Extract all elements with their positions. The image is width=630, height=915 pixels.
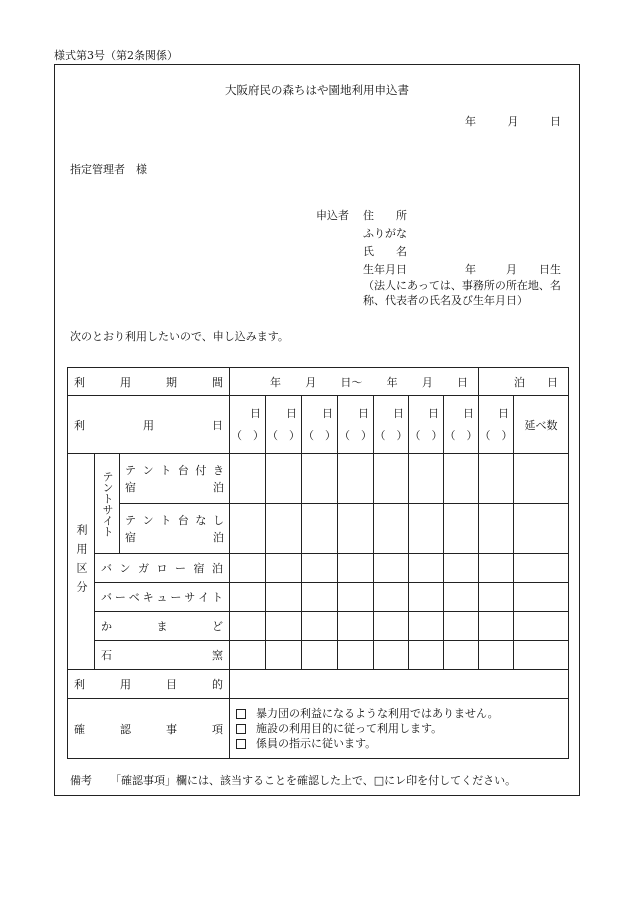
tent-without-stand-char: 台 — [177, 513, 189, 527]
count-cell[interactable] — [266, 554, 302, 583]
confirm-label — [68, 721, 229, 737]
kiln-label-cell — [95, 641, 230, 670]
kamado-char: ま — [156, 620, 168, 633]
weekday-slot: （ ） — [339, 428, 372, 442]
count-cell[interactable] — [230, 554, 266, 583]
bbq-char: キ — [142, 591, 154, 604]
bungalow-char: 泊 — [212, 562, 223, 575]
applicant-label: 申込者 — [316, 209, 349, 222]
purpose-input[interactable] — [230, 670, 569, 699]
tent-without-stand-char: 泊 — [213, 530, 224, 544]
period-value-unit: 年 — [386, 375, 398, 389]
confirm-item[interactable] — [236, 706, 562, 721]
bungalow-label-cell — [95, 554, 230, 583]
confirm-item[interactable] — [236, 721, 562, 736]
tent-with-stand-char: き — [212, 463, 224, 477]
confirm-row — [68, 699, 569, 759]
bungalow-char: ロ — [156, 562, 168, 575]
count-cell[interactable] — [409, 612, 444, 641]
bbq-char: ー — [170, 591, 182, 604]
day-unit: 日 — [498, 406, 510, 420]
usage-table — [67, 367, 569, 759]
category-label: 利用区分 — [75, 523, 88, 600]
count-cell[interactable] — [479, 612, 514, 641]
remarks — [70, 772, 516, 788]
date-day: 日 — [550, 115, 561, 128]
count-cell[interactable] — [230, 504, 266, 554]
count-cell[interactable] — [374, 612, 409, 641]
period-value-unit: 日～ — [340, 375, 363, 389]
period-value — [230, 374, 478, 390]
use-date-label-cell — [68, 396, 230, 454]
count-cell[interactable] — [444, 454, 479, 504]
count-cell[interactable] — [302, 641, 338, 670]
period-value-cell[interactable] — [230, 368, 479, 396]
tent-with-stand-char: 宿 — [125, 480, 136, 494]
weekday-slot: （ ） — [479, 428, 513, 442]
tent-without-stand-char: ト — [160, 513, 172, 527]
count-cell[interactable] — [302, 504, 338, 554]
date-line — [465, 113, 561, 129]
count-cell[interactable] — [444, 504, 479, 554]
tent-with-stand-char: ン — [142, 463, 154, 477]
use-date-cell[interactable] — [338, 396, 374, 454]
count-cell[interactable] — [266, 583, 302, 612]
count-cell[interactable] — [374, 504, 409, 554]
use-date-cell[interactable] — [409, 396, 444, 454]
period-label-char: 間 — [212, 375, 223, 389]
bungalow-char: ー — [175, 562, 186, 575]
count-cell[interactable] — [230, 583, 266, 612]
count-cell[interactable] — [302, 554, 338, 583]
use-date-cell[interactable] — [479, 396, 514, 454]
count-cell[interactable] — [338, 504, 374, 554]
count-cell[interactable] — [409, 641, 444, 670]
count-cell[interactable] — [266, 454, 302, 504]
count-cell[interactable] — [409, 454, 444, 504]
count-cell[interactable] — [374, 583, 409, 612]
count-cell[interactable] — [338, 641, 374, 670]
use-date-cell[interactable] — [444, 396, 479, 454]
kamado-char: ど — [212, 620, 223, 633]
bbq-char: サ — [184, 591, 196, 604]
total-cell[interactable] — [514, 612, 569, 641]
total-cell[interactable] — [514, 454, 569, 504]
weekday-slot: （ ） — [374, 428, 408, 442]
count-cell[interactable] — [479, 554, 514, 583]
kiln-label — [95, 647, 229, 663]
count-cell[interactable] — [444, 612, 479, 641]
remarks-text: 「確認事項」欄には、該当することを確認した上で、□にレ印を付してください。 — [110, 774, 517, 787]
form-number: 様式第3号（第2条関係） — [54, 49, 178, 62]
day-unit: 日 — [428, 406, 439, 420]
day-unit: 日 — [250, 406, 261, 420]
period-label-cell — [68, 368, 230, 396]
kiln-row — [68, 641, 569, 670]
count-cell[interactable] — [479, 641, 514, 670]
count-cell[interactable] — [266, 504, 302, 554]
count-cell[interactable] — [338, 583, 374, 612]
count-cell[interactable] — [302, 454, 338, 504]
bbq-char: ュ — [156, 591, 168, 604]
period-row — [68, 368, 569, 396]
tent-without-stand-row — [68, 504, 569, 554]
application-form — [54, 64, 580, 796]
count-cell[interactable] — [409, 504, 444, 554]
purpose-label-cell — [68, 670, 230, 699]
bbq-char: ー — [114, 591, 126, 604]
use-date-row — [68, 396, 569, 454]
day-unit: 日 — [286, 406, 297, 420]
day-unit: 日 — [322, 406, 333, 420]
date-year: 年 — [465, 115, 476, 128]
confirm-item-text: 係員の指示に従います。 — [256, 737, 377, 750]
period-label-char: 利 — [74, 375, 85, 389]
bbq-label — [95, 589, 229, 605]
count-cell[interactable] — [479, 454, 514, 504]
use-date-cell[interactable] — [302, 396, 338, 454]
bbq-char: イ — [198, 591, 210, 604]
count-cell[interactable] — [338, 454, 374, 504]
weekday-slot: （ ） — [409, 428, 443, 442]
bbq-row — [68, 583, 569, 612]
count-cell[interactable] — [266, 641, 302, 670]
checkbox[interactable] — [236, 724, 246, 734]
checkbox[interactable] — [236, 739, 246, 749]
period-value-unit: 月 — [305, 375, 317, 389]
confirm-item-text: 暴力団の利益になるような利用ではありません。 — [256, 707, 499, 720]
count-cell[interactable] — [444, 554, 479, 583]
kamado-label — [95, 618, 229, 634]
kiln-char: 窯 — [212, 649, 223, 662]
tent-with-stand-char: 台 — [177, 463, 189, 477]
form-title: 大阪府民の森ちはや園地利用申込書 — [225, 83, 409, 97]
tent-with-stand-row — [68, 454, 569, 504]
purpose-label-char: 的 — [212, 678, 223, 691]
purpose-label — [68, 676, 229, 692]
tent-without-stand-char: ン — [142, 513, 154, 527]
address-label: 住 所 — [363, 209, 407, 222]
use-date-cell[interactable] — [230, 396, 266, 454]
purpose-label-char: 目 — [166, 678, 177, 691]
period-label-char: 期 — [166, 375, 177, 389]
tent-without-stand-char: テ — [125, 513, 136, 527]
use-date-cell[interactable] — [266, 396, 302, 454]
bbq-char: ト — [212, 591, 223, 604]
remarks-label: 備考 — [70, 774, 92, 787]
use-date-label-char: 用 — [143, 418, 154, 432]
bbq-char: バ — [101, 591, 112, 604]
total-cell[interactable] — [514, 583, 569, 612]
period-value-unit: 月 — [421, 375, 433, 389]
tent-without-stand-line1 — [125, 512, 224, 529]
confirm-label-char: 認 — [120, 722, 131, 736]
kamado-char: か — [101, 620, 112, 633]
count-cell[interactable] — [338, 554, 374, 583]
count-cell[interactable] — [230, 641, 266, 670]
tent-with-stand-label-cell — [120, 454, 230, 504]
count-cell[interactable] — [374, 641, 409, 670]
kiln-char: 石 — [101, 649, 112, 662]
count-cell[interactable] — [409, 554, 444, 583]
count-cell[interactable] — [374, 454, 409, 504]
period-label — [68, 374, 229, 390]
weekday-slot: （ ） — [267, 428, 300, 442]
bungalow-char: ガ — [138, 562, 149, 575]
count-cell[interactable] — [444, 641, 479, 670]
tent-without-stand-label-cell — [120, 504, 230, 554]
use-date-label — [68, 417, 229, 433]
tent-with-stand-char: ト — [160, 463, 172, 477]
count-cell[interactable] — [444, 583, 479, 612]
total-count-label: 延べ数 — [514, 396, 569, 454]
total-cell[interactable] — [514, 641, 569, 670]
purpose-label-char: 利 — [74, 678, 85, 691]
birth-month: 月 — [506, 263, 517, 276]
date-month: 月 — [507, 115, 519, 128]
confirm-label-char: 事 — [166, 722, 177, 736]
confirm-label-cell — [68, 699, 230, 759]
count-cell[interactable] — [338, 612, 374, 641]
tent-with-stand-line2 — [125, 479, 224, 496]
use-date-cell[interactable] — [374, 396, 409, 454]
count-cell[interactable] — [479, 583, 514, 612]
day-unit: 日 — [463, 406, 475, 420]
birth-year: 年 — [465, 263, 476, 276]
tent-with-stand-char: 泊 — [213, 480, 224, 494]
bungalow-row — [68, 554, 569, 583]
bungalow-label — [95, 560, 229, 576]
confirm-item[interactable] — [236, 736, 562, 751]
tent-with-stand-line1 — [125, 462, 224, 479]
period-label-char: 用 — [120, 375, 131, 389]
tent-site-label-cell — [95, 454, 120, 554]
confirm-label-char: 確 — [74, 722, 85, 736]
day-unit: 日 — [393, 406, 404, 420]
bungalow-char: 宿 — [193, 562, 205, 575]
addressee: 指定管理者 様 — [70, 163, 147, 176]
tent-without-stand-char: し — [212, 513, 224, 527]
count-cell[interactable] — [374, 554, 409, 583]
use-date-label-char: 利 — [74, 418, 85, 432]
day-unit: 日 — [358, 406, 369, 420]
purpose-row — [68, 670, 569, 699]
bbq-char: ベ — [128, 591, 140, 604]
bbq-label-cell — [95, 583, 230, 612]
tent-site-label: テントサイト — [101, 470, 114, 537]
total-cell[interactable] — [514, 504, 569, 554]
tent-without-stand-char: 宿 — [125, 530, 136, 544]
confirm-items-cell — [230, 699, 569, 759]
furigana-label: ふりがな — [363, 227, 407, 240]
count-cell[interactable] — [479, 504, 514, 554]
birth-label: 生年月日 — [363, 263, 407, 276]
tent-with-stand-char: 付 — [195, 463, 207, 477]
kamado-label-cell — [95, 612, 230, 641]
count-cell[interactable] — [230, 612, 266, 641]
tent-with-stand-char: テ — [125, 463, 136, 477]
count-cell[interactable] — [409, 583, 444, 612]
purpose-label-char: 用 — [120, 678, 131, 691]
weekday-slot: （ ） — [444, 428, 478, 442]
count-cell[interactable] — [302, 583, 338, 612]
birth-suffix: 日生 — [539, 263, 561, 276]
kamado-row — [68, 612, 569, 641]
tent-without-stand-char: な — [195, 513, 207, 527]
count-cell[interactable] — [266, 612, 302, 641]
category-label-cell — [68, 454, 95, 670]
confirm-item-text: 施設の利用目的に従って利用します。 — [256, 722, 443, 735]
name-label: 氏 名 — [363, 245, 407, 258]
bungalow-char: バ — [101, 562, 112, 575]
period-value-unit: 日 — [457, 375, 469, 389]
nights-cell[interactable]: 泊 日 — [479, 368, 569, 396]
birth-row — [363, 261, 569, 277]
bungalow-char: ン — [119, 562, 131, 575]
corporate-note: （法人にあっては、事務所の所在地、名称、代表者の氏名及び生年月日） — [363, 279, 561, 307]
tent-without-stand-line2 — [125, 529, 224, 546]
weekday-slot: （ ） — [231, 428, 264, 442]
count-cell[interactable] — [302, 612, 338, 641]
confirm-label-char: 項 — [212, 722, 223, 736]
period-value-unit: 年 — [270, 375, 281, 389]
count-cell[interactable] — [230, 454, 266, 504]
weekday-slot: （ ） — [303, 428, 336, 442]
use-date-label-char: 日 — [212, 418, 223, 432]
checkbox[interactable] — [236, 709, 246, 719]
intro-text: 次のとおり利用したいので、申し込みます。 — [70, 330, 289, 343]
total-cell[interactable] — [514, 554, 569, 583]
